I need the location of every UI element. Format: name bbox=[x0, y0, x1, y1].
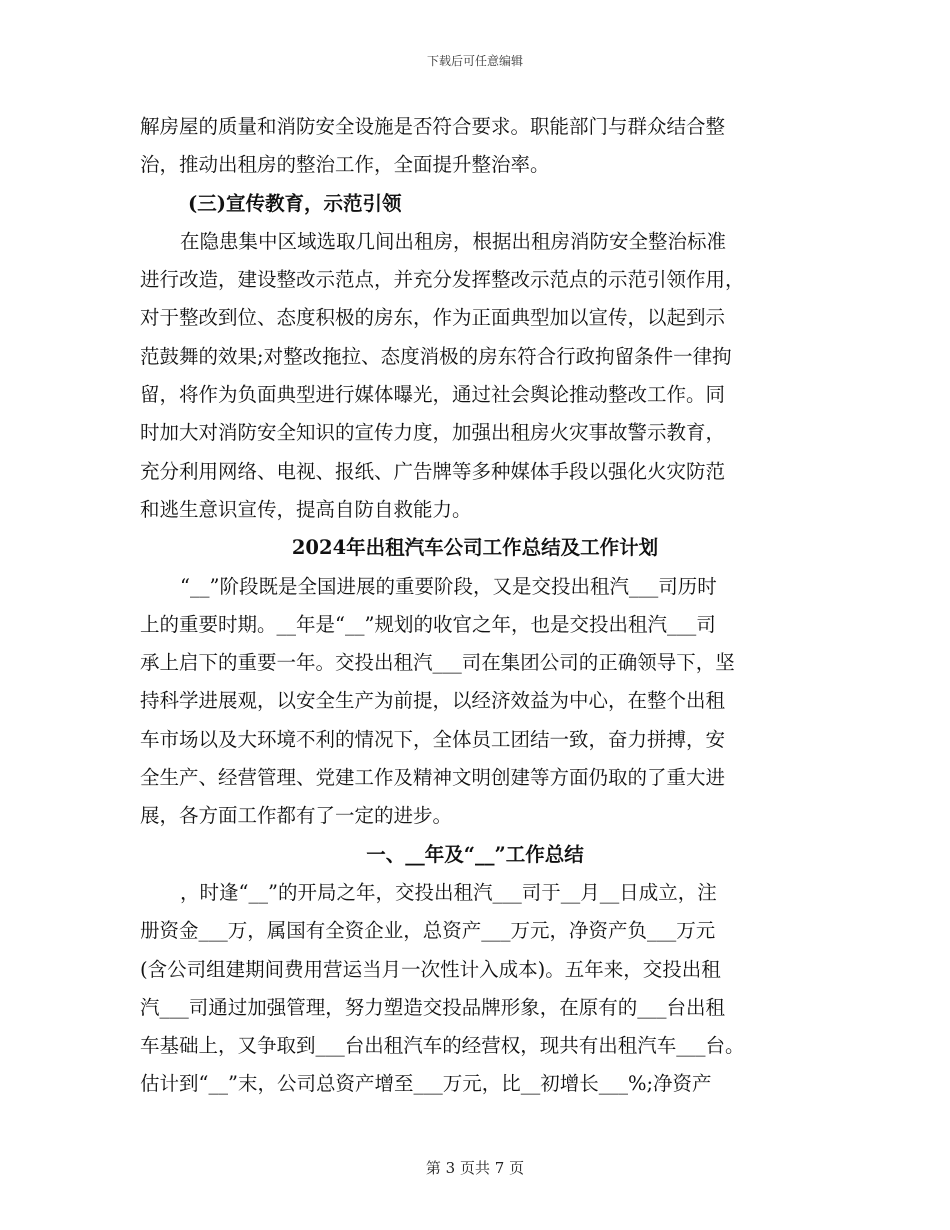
body-line: 估计到“__”末，公司总资产增至___万元，比__初增长___%;净资产 bbox=[140, 1072, 712, 1096]
section-heading: 一、__年及“__”工作总结 bbox=[366, 842, 584, 866]
body-line: 留，将作为负面典型进行媒体曝光，通过社会舆论推动整改工作。同 bbox=[140, 383, 726, 407]
section-subheading: (三)宣传教育，示范引领 bbox=[188, 191, 402, 215]
body-line: 解房屋的质量和消防安全设施是否符合要求。职能部门与群众结合整 bbox=[140, 115, 726, 138]
body-line: 车市场以及大环境不利的情况下，全体员工团结一致，奋力拼搏，安 bbox=[140, 727, 726, 751]
paragraph-first-line: ，时逢“__”的开局之年，交投出租汽___司于__月__日成立，注 bbox=[180, 880, 717, 904]
body-line: 册资金___万，属国有全资企业，总资产___万元，净资产负___万元 bbox=[140, 919, 716, 943]
body-line: 进行改造，建设整改示范点，并充分发挥整改示范点的示范引领作用， bbox=[140, 268, 745, 292]
page-footer: 第 3 页共 7 页 bbox=[425, 1159, 525, 1177]
body-line: 时加大对消防安全知识的宣传力度，加强出租房火灾事故警示教育， bbox=[140, 421, 726, 445]
document-title: 2024年出租汽车公司工作总结及工作计划 bbox=[291, 536, 659, 560]
body-line: (含公司组建期间费用营运当月一次性计入成本)。五年来，交投出租 bbox=[140, 957, 721, 981]
body-line: 治，推动出租房的整治工作，全面提升整治率。 bbox=[140, 153, 550, 177]
body-line: 范鼓舞的效果;对整改拖拉、态度消极的房东符合行政拘留条件一律拘 bbox=[140, 344, 732, 368]
body-line: 展，各方面工作都有了一定的进步。 bbox=[140, 804, 453, 828]
body-line: 充分利用网络、电视、报纸、广告牌等多种媒体手段以强化火灾防范 bbox=[140, 459, 726, 483]
body-line: 和逃生意识宣传，提高自防自救能力。 bbox=[140, 497, 472, 521]
paragraph-first-line: “__”阶段既是全国进展的重要阶段，又是交投出租汽___司历时 bbox=[180, 574, 717, 598]
body-line: 对于整改到位、态度积极的房东，作为正面典型加以宣传，以起到示 bbox=[140, 306, 726, 330]
body-line: 汽___司通过加强管理，努力塑造交投品牌形象，在原有的___台出租 bbox=[140, 995, 726, 1019]
body-line: 承上启下的重要一年。交投出租汽___司在集团公司的正确领导下，坚 bbox=[140, 651, 735, 675]
body-line: 车基础上，又争取到___台出租汽车的经营权，现共有出租汽车___台。 bbox=[140, 1034, 745, 1058]
paragraph-first-line: 在隐患集中区域选取几间出租房，根据出租房消防安全整治标准 bbox=[180, 229, 727, 253]
document-body bbox=[140, 108, 810, 1104]
body-line: 上的重要时期。__年是“__”规划的收官之年，也是交投出租汽___司 bbox=[140, 612, 716, 636]
page-header: 下载后可任意编辑 bbox=[426, 54, 523, 68]
body-line: 持科学进展观，以安全生产为前提，以经济效益为中心，在整个出租 bbox=[140, 689, 726, 713]
body-line: 全生产、经营管理、党建工作及精神文明创建等方面仍取的了重大进 bbox=[140, 766, 726, 790]
